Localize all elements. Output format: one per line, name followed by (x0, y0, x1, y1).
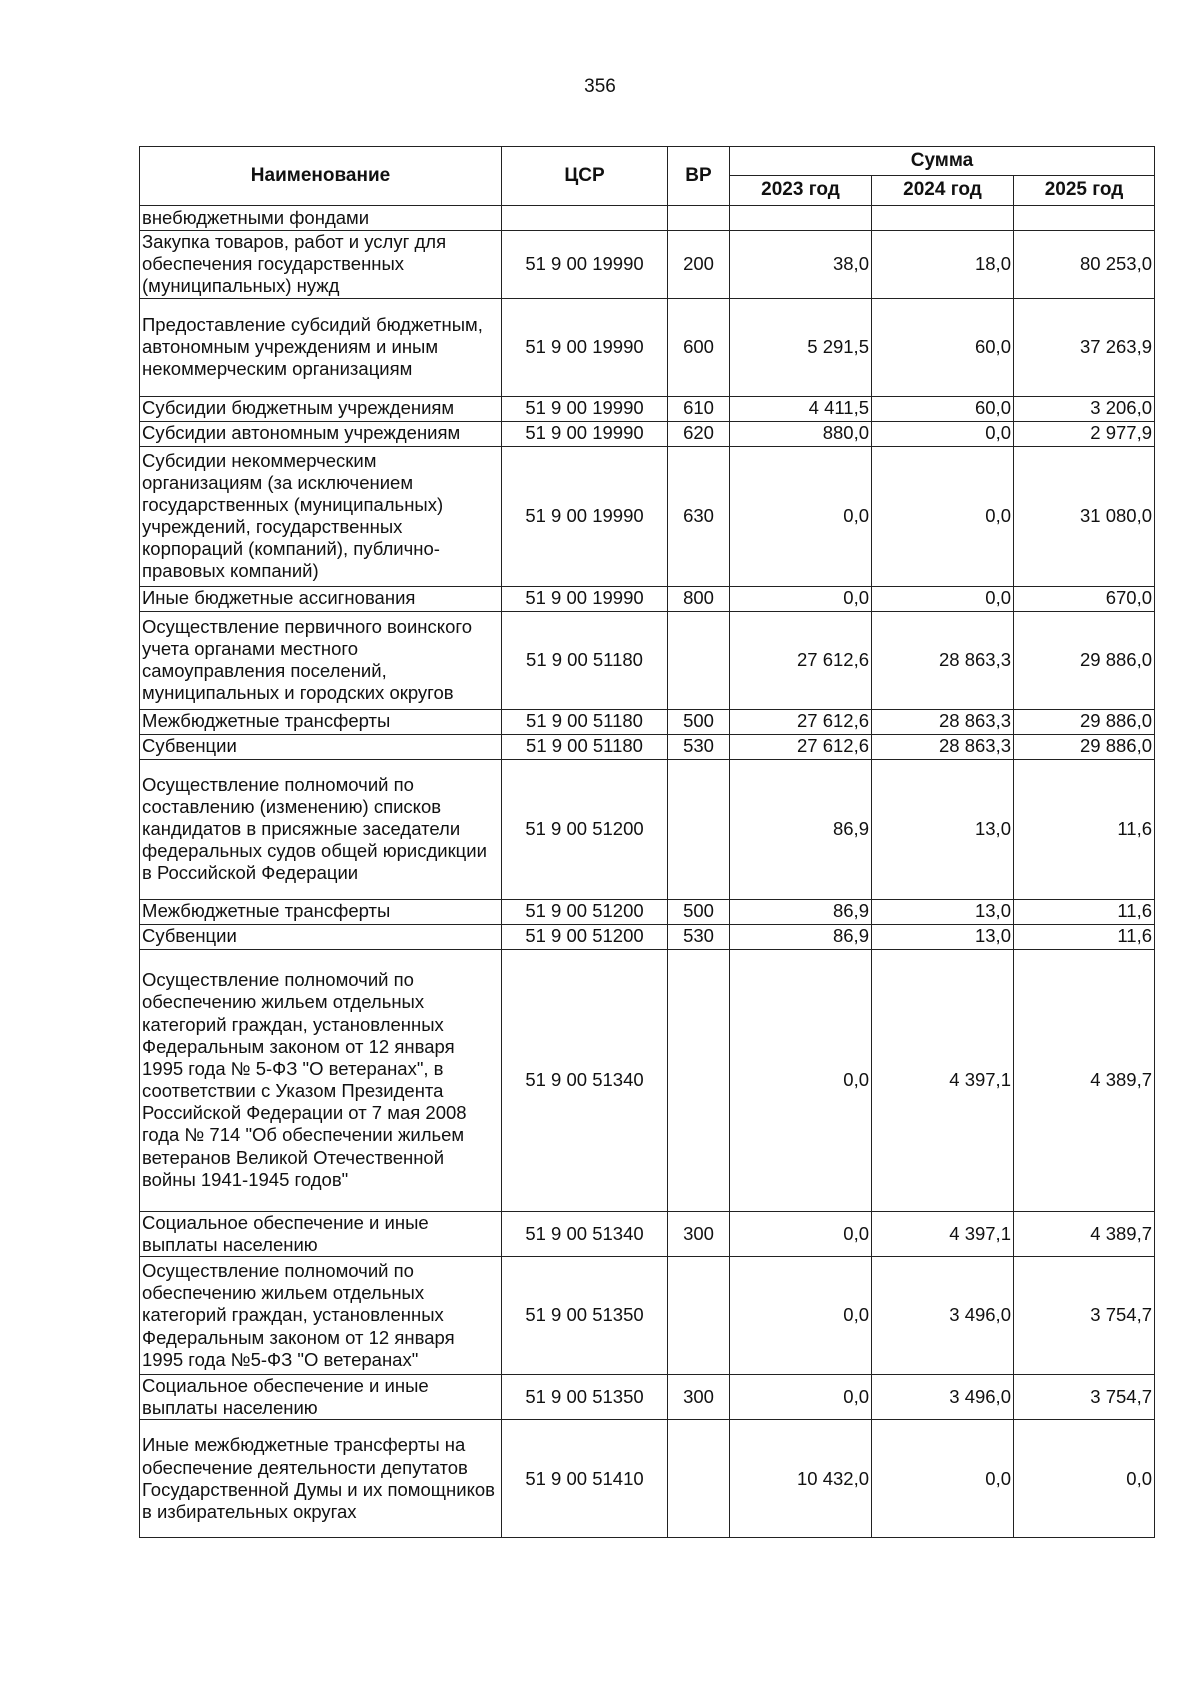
cell-2023 (730, 206, 872, 231)
header-csr: ЦСР (502, 147, 668, 206)
cell-2024: 4 397,1 (872, 949, 1014, 1211)
cell-2025: 0,0 (1014, 1420, 1155, 1538)
cell-2025: 37 263,9 (1014, 298, 1155, 396)
cell-csr: 51 9 00 51200 (502, 759, 668, 899)
cell-name: Осуществление полномочий по обеспечению жильем отдельных категорий граждан, установленных Федеральным законом от 12 января 1995 года № 5-ФЗ "О ветеранах", в соответствии с Указом Президента Российской Федерации от 7 мая 2008 года № 714 "Об обеспечении жильем ветеранов Великой Отечественной войны 1941-1945 годов" (140, 949, 502, 1211)
cell-2025: 80 253,0 (1014, 231, 1155, 299)
table-header (140, 147, 1155, 206)
table-row (140, 586, 1155, 611)
page-number: 356 (584, 76, 616, 97)
cell-name: Межбюджетные трансферты (140, 899, 502, 924)
cell-vr: 300 (668, 1211, 730, 1256)
cell-2023: 0,0 (730, 586, 872, 611)
cell-name: внебюджетными фондами (140, 206, 502, 231)
cell-2023: 880,0 (730, 421, 872, 446)
cell-vr (668, 1256, 730, 1374)
cell-name: Иные межбюджетные трансферты на обеспечение деятельности депутатов Государственной Думы и их помощников в избирательных округах (140, 1420, 502, 1538)
header-year-2025: 2025 год (1014, 176, 1155, 206)
cell-csr: 51 9 00 51200 (502, 924, 668, 949)
cell-2024: 60,0 (872, 298, 1014, 396)
cell-2025: 31 080,0 (1014, 446, 1155, 586)
cell-name: Социальное обеспечение и иные выплаты населению (140, 1374, 502, 1419)
cell-csr: 51 9 00 51340 (502, 949, 668, 1211)
cell-2024: 28 863,3 (872, 734, 1014, 759)
cell-2023: 0,0 (730, 1256, 872, 1374)
cell-csr: 51 9 00 19990 (502, 446, 668, 586)
table-body (140, 206, 1155, 1538)
cell-csr: 51 9 00 51350 (502, 1256, 668, 1374)
cell-2023: 0,0 (730, 1211, 872, 1256)
cell-name: Иные бюджетные ассигнования (140, 586, 502, 611)
cell-csr: 51 9 00 51180 (502, 611, 668, 709)
cell-2025: 2 977,9 (1014, 421, 1155, 446)
table-row (140, 924, 1155, 949)
table-row (140, 206, 1155, 231)
cell-csr: 51 9 00 19990 (502, 298, 668, 396)
cell-2025 (1014, 206, 1155, 231)
cell-2024: 0,0 (872, 586, 1014, 611)
cell-vr: 200 (668, 231, 730, 299)
cell-2024: 13,0 (872, 899, 1014, 924)
cell-name: Субсидии бюджетным учреждениям (140, 396, 502, 421)
table-row (140, 421, 1155, 446)
table-row (140, 709, 1155, 734)
cell-vr: 530 (668, 734, 730, 759)
cell-2023: 86,9 (730, 924, 872, 949)
table-row (140, 1374, 1155, 1419)
cell-vr: 620 (668, 421, 730, 446)
cell-2023: 0,0 (730, 446, 872, 586)
cell-vr: 800 (668, 586, 730, 611)
cell-2024: 0,0 (872, 446, 1014, 586)
cell-2024 (872, 206, 1014, 231)
cell-2025: 670,0 (1014, 586, 1155, 611)
header-name: Наименование (140, 147, 502, 206)
cell-2024: 28 863,3 (872, 611, 1014, 709)
cell-csr: 51 9 00 51180 (502, 709, 668, 734)
cell-2025: 4 389,7 (1014, 1211, 1155, 1256)
cell-vr (668, 611, 730, 709)
cell-2024: 13,0 (872, 924, 1014, 949)
cell-2023: 86,9 (730, 899, 872, 924)
table-row (140, 1420, 1155, 1538)
cell-vr (668, 206, 730, 231)
cell-csr: 51 9 00 19990 (502, 396, 668, 421)
cell-vr (668, 949, 730, 1211)
table-row (140, 298, 1155, 396)
cell-2025: 29 886,0 (1014, 709, 1155, 734)
header-vr: ВР (668, 147, 730, 206)
cell-2023: 27 612,6 (730, 734, 872, 759)
cell-2024: 28 863,3 (872, 709, 1014, 734)
table-row (140, 899, 1155, 924)
table-row (140, 1211, 1155, 1256)
table-row (140, 231, 1155, 299)
cell-csr: 51 9 00 19990 (502, 421, 668, 446)
cell-vr (668, 1420, 730, 1538)
cell-name: Предоставление субсидий бюджетным, автономным учреждениям и иным некоммерческим организациям (140, 298, 502, 396)
cell-csr: 51 9 00 51340 (502, 1211, 668, 1256)
cell-2025: 29 886,0 (1014, 611, 1155, 709)
table-row (140, 759, 1155, 899)
cell-name: Осуществление полномочий по составлению (изменению) списков кандидатов в присяжные заседатели федеральных судов общей юрисдикции в Российской Федерации (140, 759, 502, 899)
cell-vr: 500 (668, 899, 730, 924)
cell-2024: 13,0 (872, 759, 1014, 899)
cell-2023: 27 612,6 (730, 709, 872, 734)
cell-name: Социальное обеспечение и иные выплаты населению (140, 1211, 502, 1256)
cell-2024: 4 397,1 (872, 1211, 1014, 1256)
budget-table (139, 146, 1155, 1538)
cell-2024: 3 496,0 (872, 1374, 1014, 1419)
cell-2023: 38,0 (730, 231, 872, 299)
header-year-2023: 2023 год (730, 176, 872, 206)
cell-name: Межбюджетные трансферты (140, 709, 502, 734)
cell-csr: 51 9 00 19990 (502, 231, 668, 299)
table-row (140, 734, 1155, 759)
cell-2025: 11,6 (1014, 924, 1155, 949)
cell-2023: 10 432,0 (730, 1420, 872, 1538)
cell-2024: 60,0 (872, 396, 1014, 421)
table-row (140, 446, 1155, 586)
cell-name: Осуществление полномочий по обеспечению жильем отдельных категорий граждан, установленных Федеральным законом от 12 января 1995 года №5-ФЗ "О ветеранах" (140, 1256, 502, 1374)
cell-name: Субсидии автономным учреждениям (140, 421, 502, 446)
cell-csr: 51 9 00 51410 (502, 1420, 668, 1538)
cell-vr: 500 (668, 709, 730, 734)
cell-vr: 610 (668, 396, 730, 421)
cell-csr (502, 206, 668, 231)
cell-2025: 11,6 (1014, 759, 1155, 899)
cell-csr: 51 9 00 51200 (502, 899, 668, 924)
cell-name: Субвенции (140, 734, 502, 759)
cell-name: Закупка товаров, работ и услуг для обеспечения государственных (муниципальных) нужд (140, 231, 502, 299)
table-row (140, 611, 1155, 709)
cell-2023: 27 612,6 (730, 611, 872, 709)
cell-2023: 0,0 (730, 1374, 872, 1419)
cell-2025: 11,6 (1014, 899, 1155, 924)
table-row (140, 396, 1155, 421)
cell-csr: 51 9 00 51350 (502, 1374, 668, 1419)
cell-2024: 0,0 (872, 1420, 1014, 1538)
cell-2025: 3 754,7 (1014, 1256, 1155, 1374)
cell-vr: 530 (668, 924, 730, 949)
cell-2025: 29 886,0 (1014, 734, 1155, 759)
cell-2025: 3 754,7 (1014, 1374, 1155, 1419)
cell-2025: 3 206,0 (1014, 396, 1155, 421)
cell-2024: 0,0 (872, 421, 1014, 446)
cell-csr: 51 9 00 19990 (502, 586, 668, 611)
cell-2023: 0,0 (730, 949, 872, 1211)
table-row (140, 949, 1155, 1211)
table-row (140, 1256, 1155, 1374)
cell-name: Осуществление первичного воинского учета органами местного самоуправления поселений, муниципальных и городских округов (140, 611, 502, 709)
cell-2024: 3 496,0 (872, 1256, 1014, 1374)
cell-csr: 51 9 00 51180 (502, 734, 668, 759)
cell-2023: 5 291,5 (730, 298, 872, 396)
cell-name: Субвенции (140, 924, 502, 949)
cell-vr: 300 (668, 1374, 730, 1419)
header-sum: Сумма (730, 147, 1155, 176)
cell-vr: 600 (668, 298, 730, 396)
header-year-2024: 2024 год (872, 176, 1014, 206)
cell-2025: 4 389,7 (1014, 949, 1155, 1211)
cell-vr: 630 (668, 446, 730, 586)
cell-name: Субсидии некоммерческим организациям (за исключением государственных (муниципальных) учреждений, государственных корпораций (компаний), публично-правовых компаний) (140, 446, 502, 586)
cell-2023: 4 411,5 (730, 396, 872, 421)
cell-vr (668, 759, 730, 899)
cell-2023: 86,9 (730, 759, 872, 899)
cell-2024: 18,0 (872, 231, 1014, 299)
